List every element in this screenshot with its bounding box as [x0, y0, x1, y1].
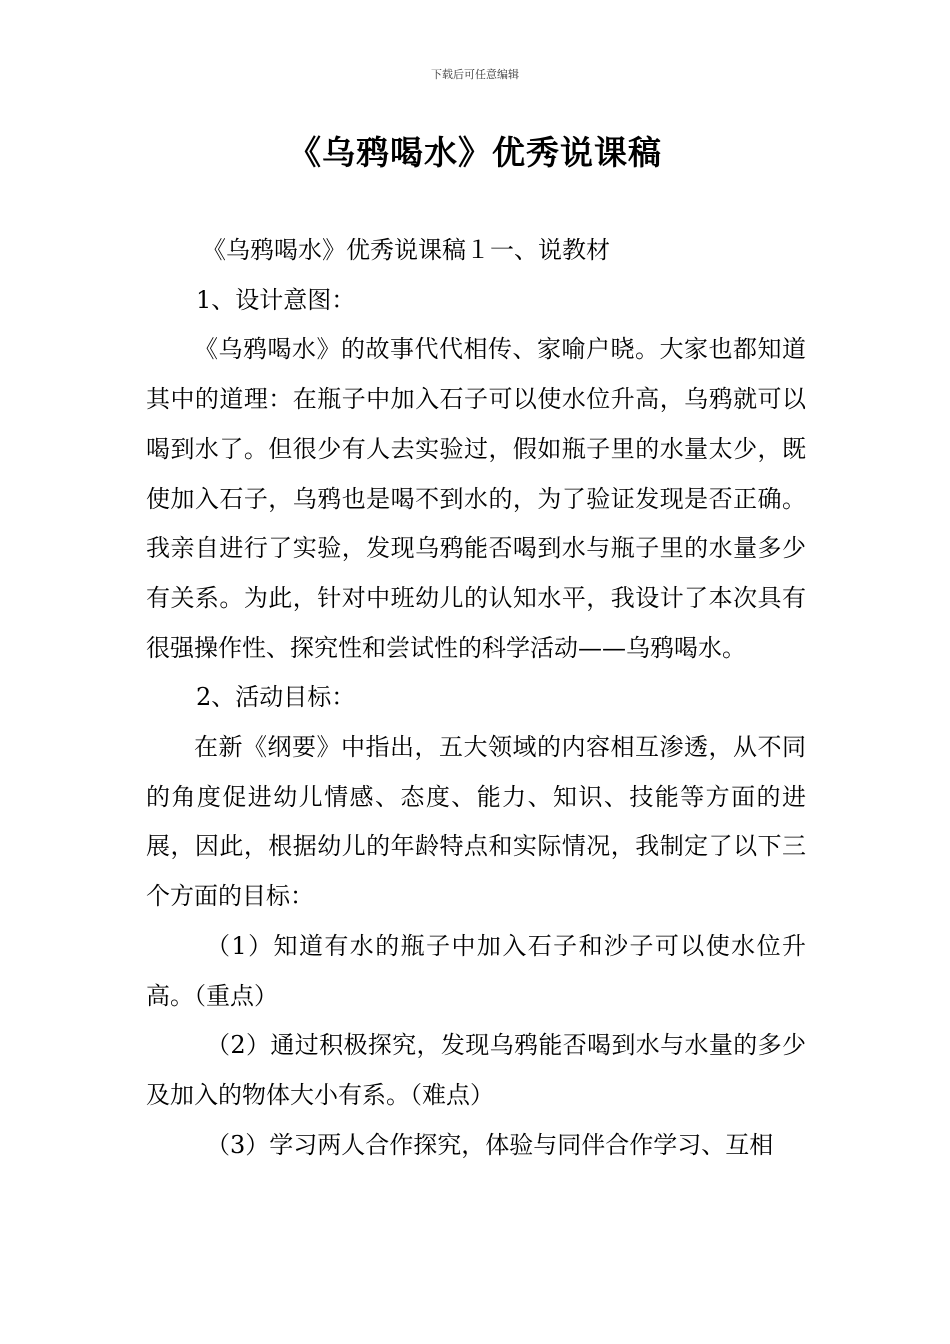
paragraph-design-intent: 《乌鸦喝水》的故事代代相传、家喻户晓。大家也都知道其中的道理：在瓶子中加入石子可以使水位升高，乌鸦就可以喝到水了。但很少有人去实验过，假如瓶子里的水量太少，既使加入石子，乌鸦也是喝不到水的，为了验证发现是否正确。我亲自进行了实验，发现乌鸦能否喝到水与瓶子里的水量多少有关系。为此，针对中班幼儿的认知水平，我设计了本次具有很强操作性、探究性和尝试性的科学活动——乌鸦喝水。 [146, 335, 806, 662]
document-body [146, 226, 806, 1170]
header-note: 下载后可任意编辑 [431, 68, 519, 81]
paragraph-goal-2: （2）通过积极探究，发现乌鸦能否喝到水与水量的多少及加入的物体大小有系。（难点） [146, 1031, 806, 1109]
paragraph-goal-3: （3）学习两人合作探究，体验与同伴合作学习、互相 [206, 1130, 774, 1159]
paragraph-heading-2: 2、活动目标： [196, 683, 356, 712]
paragraph-goals-intro: 在新《纲要》中指出，五大领域的内容相互渗透，从不同的角度促进幼儿情感、态度、能力、知识、技能等方面的进展，因此，根据幼儿的年龄特点和实际情况，我制定了以下三个方面的目标： [146, 733, 806, 911]
paragraph-goal-1: （1）知道有水的瓶子中加入石子和沙子可以使水位升高。（重点） [146, 931, 806, 1010]
paragraph-intro: 《乌鸦喝水》优秀说课稿１一、说教材 [202, 236, 610, 264]
page-title: 《乌鸦喝水》优秀说课稿 [288, 133, 662, 172]
paragraph-heading-1: 1、设计意图： [196, 285, 356, 314]
